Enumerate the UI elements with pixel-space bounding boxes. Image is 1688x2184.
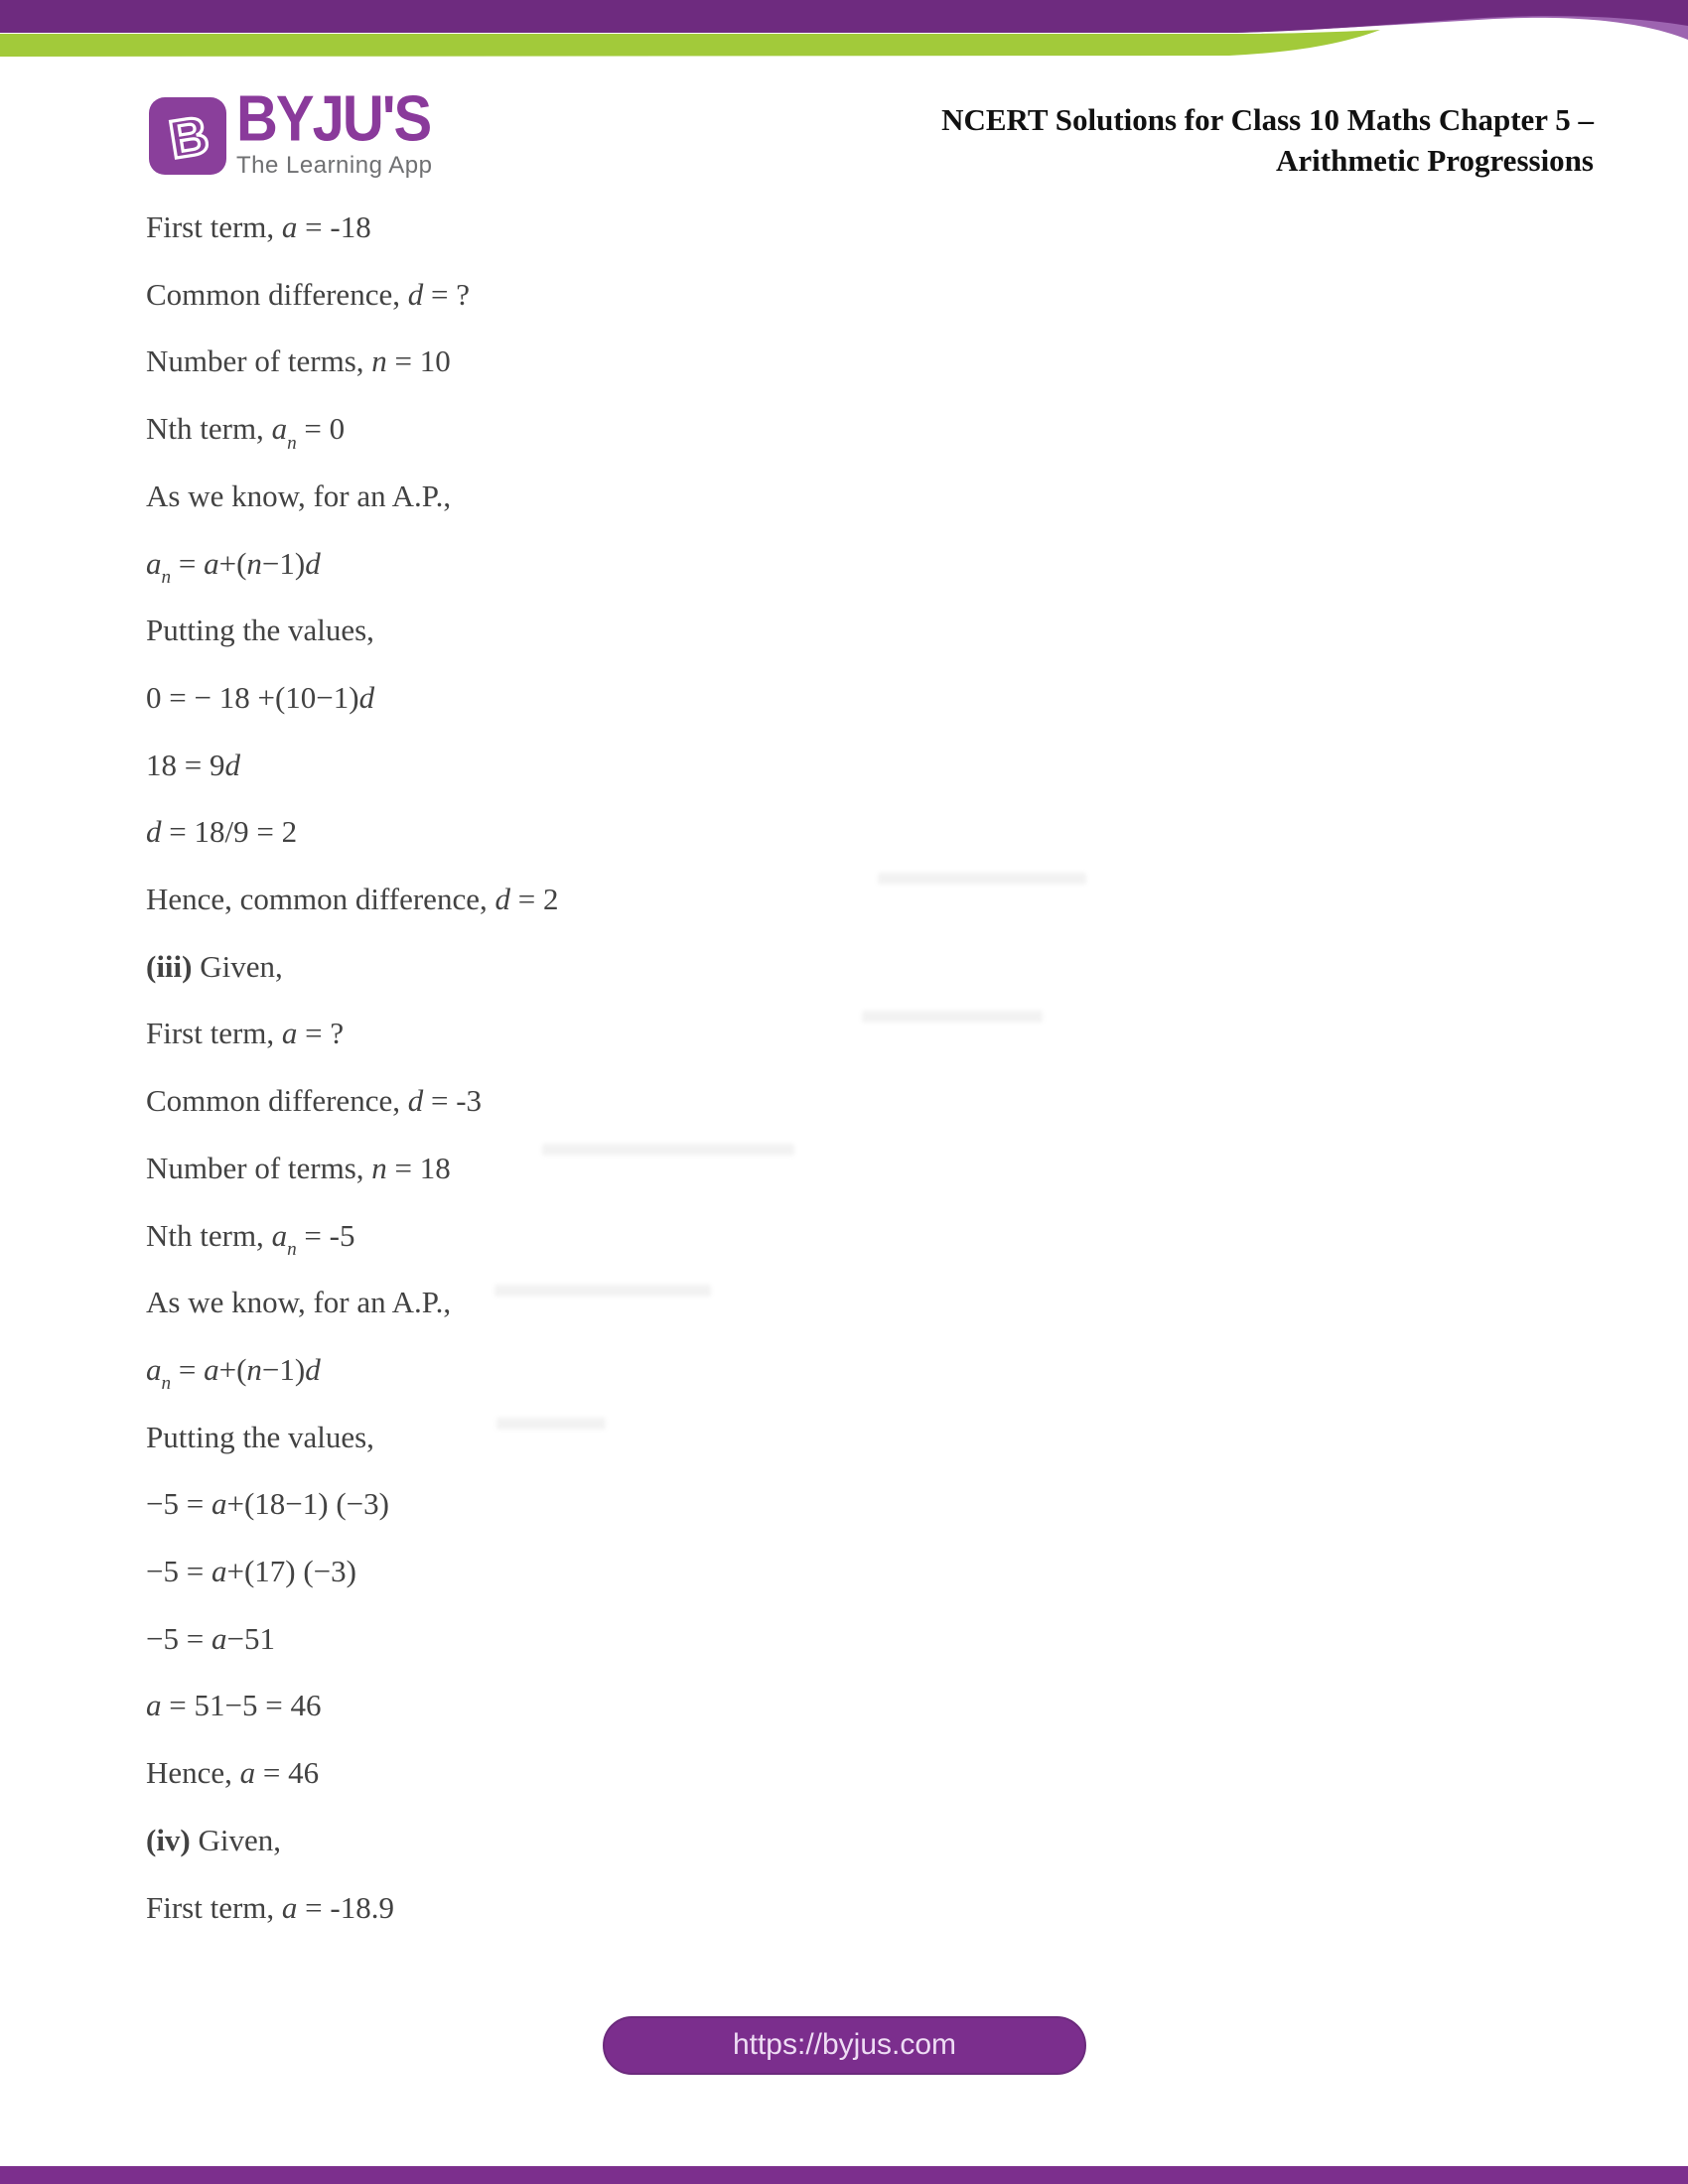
byjus-brand-text: BYJU'S xyxy=(236,82,431,155)
text-line: 18 = 9d xyxy=(146,747,240,782)
text-line: d = 18/9 = 2 xyxy=(146,814,298,850)
text-line: First term, a = -18.9 xyxy=(146,1889,394,1925)
page-title-line1: NCERT Solutions for Class 10 Maths Chapter 5 – xyxy=(941,102,1594,137)
text-line: $a_n = a+(n-1)d$ xyxy=(146,1351,321,1395)
text-line: Number of terms, n = 10 xyxy=(146,343,451,379)
content-lines xyxy=(146,194,1486,1941)
text-line: Putting the values, xyxy=(146,613,374,648)
byjus-tagline: The Learning App xyxy=(236,152,433,179)
text-line: a = 51−5 = 46 xyxy=(146,1688,322,1723)
logo-b-glyph: B xyxy=(165,105,213,171)
logo-text-block xyxy=(236,82,433,180)
page-title xyxy=(941,99,1594,181)
text-line: −5 = a+(17) (−3) xyxy=(146,1554,356,1589)
text-line: Common difference, d = -3 xyxy=(146,1083,483,1119)
text-line: $a_n = a+(n-1)d$ xyxy=(146,545,321,588)
header-green-band xyxy=(0,30,1380,57)
text-line: (iv) Given, xyxy=(146,1822,282,1857)
header-purple-band xyxy=(0,0,1688,33)
text-line: Nth term, $a_n = 0$ xyxy=(146,411,346,454)
byjus-logo-icon xyxy=(149,97,226,175)
text-line: −5 = a−51 xyxy=(146,1620,275,1656)
page-title-line2: Arithmetic Progressions xyxy=(1276,143,1594,178)
text-line: Number of terms, n = 18 xyxy=(146,1150,451,1185)
text-line: First term, a = ? xyxy=(146,1016,345,1051)
text-line: Hence, common difference, d = 2 xyxy=(146,882,559,917)
text-line: First term, a = -18 xyxy=(146,209,371,244)
text-line: Nth term, $a_n = -5$ xyxy=(146,1217,355,1261)
byjus-link-button[interactable]: https://byjus.com xyxy=(603,2016,1086,2075)
byjus-logo xyxy=(149,82,433,180)
text-line: 0 = − 18 +(10−1)d xyxy=(146,679,375,715)
text-line: As we know, for an A.P., xyxy=(146,478,452,513)
bottom-bar xyxy=(0,2166,1688,2184)
text-line: −5 = a+(18−1) (−3) xyxy=(146,1486,389,1522)
text-line: Putting the values, xyxy=(146,1419,374,1454)
text-line: As we know, for an A.P., xyxy=(146,1285,452,1320)
text-line: Hence, a = 46 xyxy=(146,1755,320,1791)
text-line: Common difference, d = ? xyxy=(146,276,470,312)
text-line: (iii) Given, xyxy=(146,948,283,984)
